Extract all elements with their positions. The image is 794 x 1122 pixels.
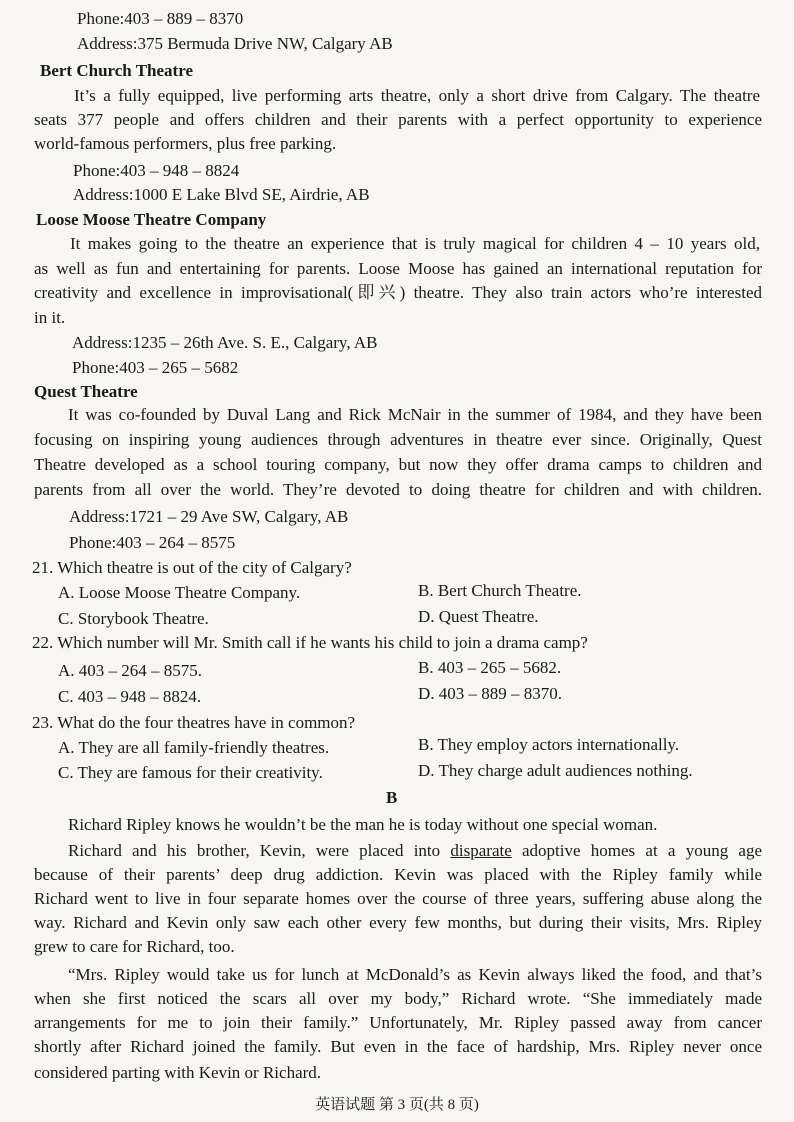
option-21b: B. Bert Church Theatre. <box>418 581 582 600</box>
paragraph-line: when she first noticed the scars all over my body,” Richard wrote. “She immediately made <box>34 989 762 1008</box>
address-line: Address:1721 – 29 Ave SW, Calgary, AB <box>69 507 349 526</box>
address-line: Address:1235 – 26th Ave. S. E., Calgary, AB <box>72 333 378 352</box>
paragraph-line: Richard went to live in four separate homes over the course of three years, suffering abuse along the <box>34 889 762 908</box>
theatre-title-loose-moose: Loose Moose Theatre Company <box>36 210 267 229</box>
option-21a: A. Loose Moose Theatre Company. <box>58 583 301 602</box>
paragraph-line <box>68 840 762 862</box>
paragraph-line: grew to care for Richard, too. <box>34 937 235 956</box>
question-21: 21. Which theatre is out of the city of Calgary? <box>32 558 352 577</box>
theatre-title-quest: Quest Theatre <box>34 382 138 401</box>
option-22d: D. 403 – 889 – 8370. <box>418 684 563 703</box>
paragraph-line: creativity and excellence in improvisational(即兴) theatre. They also train actors who’re interested <box>34 283 762 302</box>
address-line: Address:1000 E Lake Blvd SE, Airdrie, AB <box>73 185 370 204</box>
option-23d: D. They charge adult audiences nothing. <box>418 761 693 780</box>
phone-line: Phone:403 – 948 – 8824 <box>73 161 240 180</box>
paragraph-line: shortly after Richard joined the family. But even in the face of hardship, Mrs. Ripley never once <box>34 1037 762 1056</box>
option-23b: B. They employ actors internationally. <box>418 735 680 754</box>
paragraph-line: Theatre developed as a school touring company, but now they offer drama camps to children and <box>34 455 762 474</box>
question-22: 22. Which number will Mr. Smith call if he wants his child to join a drama camp? <box>32 633 588 652</box>
phone-line: Phone:403 – 264 – 8575 <box>69 533 236 552</box>
paragraph-segment: adoptive homes at a young age <box>522 841 762 860</box>
page-footer: 英语试题 第 3 页(共 8 页) <box>315 1097 479 1113</box>
paragraph-line: considered parting with Kevin or Richard. <box>34 1063 322 1082</box>
option-22b: B. 403 – 265 – 5682. <box>418 658 562 677</box>
option-22c: C. 403 – 948 – 8824. <box>58 687 202 706</box>
option-23a: A. They are all family-friendly theatres. <box>58 738 330 757</box>
question-23: 23. What do the four theatres have in common? <box>32 713 356 732</box>
paragraph-segment: Richard and his brother, Kevin, were placed into <box>68 841 441 860</box>
option-21c: C. Storybook Theatre. <box>58 609 209 628</box>
option-23c: C. They are famous for their creativity. <box>58 763 323 782</box>
paragraph-line: seats 377 people and offers children and their parents with a perfect opportunity to experience <box>34 110 762 129</box>
paragraph-line: It makes going to the theatre an experience that is truly magical for children 4 – 10 years old, <box>70 234 760 253</box>
paragraph-line: focusing on inspiring young audiences through adventures in theatre ever since. Originally, Quest <box>34 430 762 449</box>
theatre-title-bert-church: Bert Church Theatre <box>40 61 193 80</box>
paragraph-line: way. Richard and Kevin only saw each other every few months, but during their visits, Mrs. Ripley <box>34 913 762 932</box>
option-21d: D. Quest Theatre. <box>418 607 539 626</box>
paragraph-line: in it. <box>34 308 66 327</box>
paragraph-line: parents from all over the world. They’re devoted to doing theatre for children and with children. <box>34 480 762 499</box>
paragraph-line: Richard Ripley knows he wouldn’t be the man he is today without one special woman. <box>68 815 658 834</box>
paragraph-line: as well as fun and entertaining for parents. Loose Moose has gained an international reputation for <box>34 259 762 278</box>
address-line: Address:375 Bermuda Drive NW, Calgary AB <box>77 34 393 53</box>
paragraph-line: world-famous performers, plus free parking. <box>34 134 337 153</box>
paragraph-line: arrangements for me to join their family.” Unfortunately, Mr. Ripley passed away from cancer <box>34 1013 762 1032</box>
paragraph-line: “Mrs. Ripley would take us for lunch at McDonald’s as Kevin always liked the food, and that’s <box>68 965 762 984</box>
phone-line: Phone:403 – 889 – 8370 <box>77 9 244 28</box>
section-label-b: B <box>386 788 398 807</box>
paragraph-line: because of their parents’ deep drug addiction. Kevin was placed with the Ripley family while <box>34 865 762 884</box>
paragraph-line: It was co-founded by Duval Lang and Rick McNair in the summer of 1984, and they have been <box>68 405 762 424</box>
paragraph-line: It’s a fully equipped, live performing arts theatre, only a short drive from Calgary. The theatre <box>74 86 760 105</box>
option-22a: A. 403 – 264 – 8575. <box>58 661 203 680</box>
phone-line: Phone:403 – 265 – 5682 <box>72 358 239 377</box>
underlined-word: disparate <box>450 841 512 860</box>
